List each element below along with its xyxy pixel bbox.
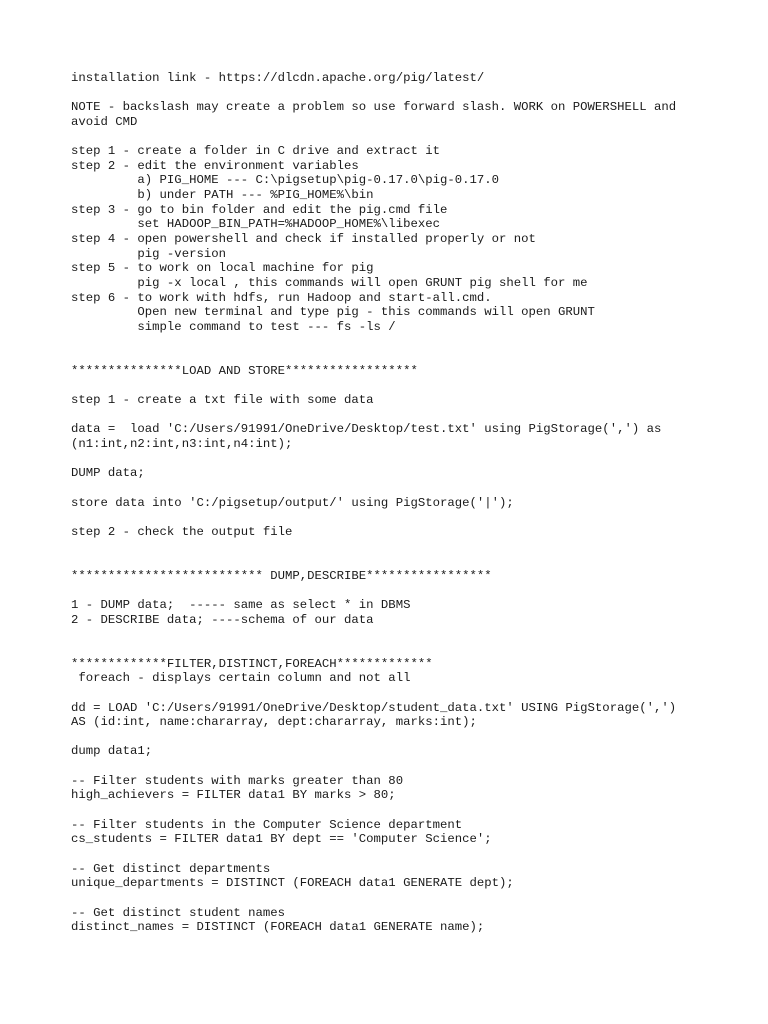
text-line: unique_departments = DISTINCT (FOREACH data1 GENERATE dept); — [71, 876, 514, 891]
blank-line — [71, 759, 728, 774]
text-line: (n1:int,n2:int,n3:int,n4:int); — [71, 437, 293, 452]
blank-line — [71, 847, 728, 862]
text-line: -- Get distinct departments — [71, 861, 271, 876]
blank-line — [71, 686, 728, 701]
text-line: Open new terminal and type pig - this commands will open GRUNT — [71, 305, 595, 320]
text-line: step 2 - edit the environment variables — [71, 158, 359, 173]
text-line: -- Get distinct student names — [71, 905, 286, 920]
text-line: -- Filter students in the Computer Science department — [71, 817, 463, 832]
blank-line — [71, 408, 728, 423]
text-line: installation link - https://dlcdn.apache.org/pig/latest/ — [71, 71, 485, 85]
blank-line — [71, 583, 728, 598]
blank-line — [71, 554, 728, 569]
blank-line — [71, 349, 728, 364]
text-line: step 3 - go to bin folder and edit the pig.cmd file — [71, 202, 448, 217]
text-line: pig -x local , this commands will open GRUNT pig shell for me — [71, 275, 588, 290]
text-line: step 6 - to work with hdfs, run Hadoop and start-all.cmd. — [71, 290, 492, 305]
text-line: pig -version — [71, 246, 226, 261]
text-line: set HADOOP_BIN_PATH=%HADOOP_HOME%\libexec — [71, 217, 440, 232]
text-line: ***************LOAD AND STORE****************** — [71, 363, 418, 378]
text-line: step 5 - to work on local machine for pig — [71, 261, 374, 276]
text-line: DUMP data; — [71, 466, 145, 481]
blank-line — [71, 335, 728, 350]
text-line: step 1 - create a folder in C drive and extract it — [71, 144, 440, 159]
blank-line — [71, 642, 728, 657]
blank-line — [71, 627, 728, 642]
text-line: cs_students = FILTER data1 BY dept == 'Computer Science'; — [71, 832, 492, 847]
blank-line — [71, 540, 728, 555]
text-line: step 1 - create a txt file with some data — [71, 393, 374, 408]
text-line: ************************** DUMP,DESCRIBE***************** — [71, 568, 492, 583]
blank-line — [71, 803, 728, 818]
blank-line — [71, 452, 728, 467]
text-line: b) under PATH --- %PIG_HOME%\bin — [71, 188, 374, 203]
text-line: *************FILTER,DISTINCT,FOREACH************* — [71, 656, 433, 671]
text-line: a) PIG_HOME --- C:\pigsetup\pig-0.17.0\pig-0.17.0 — [71, 173, 500, 188]
text-line: 2 - DESCRIBE data; ----schema of our data — [71, 612, 374, 627]
text-line: distinct_names = DISTINCT (FOREACH data1 GENERATE name); — [71, 920, 485, 935]
text-line: avoid CMD — [71, 114, 138, 129]
text-line: data = load 'C:/Users/91991/OneDrive/Desktop/test.txt' using PigStorage(',') as — [71, 422, 662, 437]
text-line: NOTE - backslash may create a problem so use forward slash. WORK on POWERSHELL and — [71, 100, 677, 115]
text-line: dump data1; — [71, 744, 153, 759]
blank-line — [71, 730, 728, 745]
text-line: step 2 - check the output file — [71, 524, 293, 539]
text-line: AS (id:int, name:chararray, dept:chararray, marks:int); — [71, 715, 477, 730]
blank-line — [71, 86, 728, 101]
blank-line — [71, 130, 728, 145]
blank-line — [71, 378, 728, 393]
text-line: foreach - displays certain column and not all — [71, 671, 411, 686]
text-line: 1 - DUMP data; ----- same as select * in DBMS — [71, 598, 411, 613]
text-line: store data into 'C:/pigsetup/output/' using PigStorage('|'); — [71, 495, 514, 510]
text-line: dd = LOAD 'C:/Users/91991/OneDrive/Desktop/student_data.txt' USING PigStorage(',') — [71, 700, 677, 715]
blank-line — [71, 891, 728, 906]
blank-line — [71, 510, 728, 525]
blank-line — [71, 481, 728, 496]
text-line: simple command to test --- fs -ls / — [71, 319, 396, 334]
text-line: high_achievers = FILTER data1 BY marks > 80; — [71, 788, 396, 803]
text-line: -- Filter students with marks greater than 80 — [71, 773, 404, 788]
text-line: step 4 - open powershell and check if installed properly or not — [71, 232, 536, 247]
